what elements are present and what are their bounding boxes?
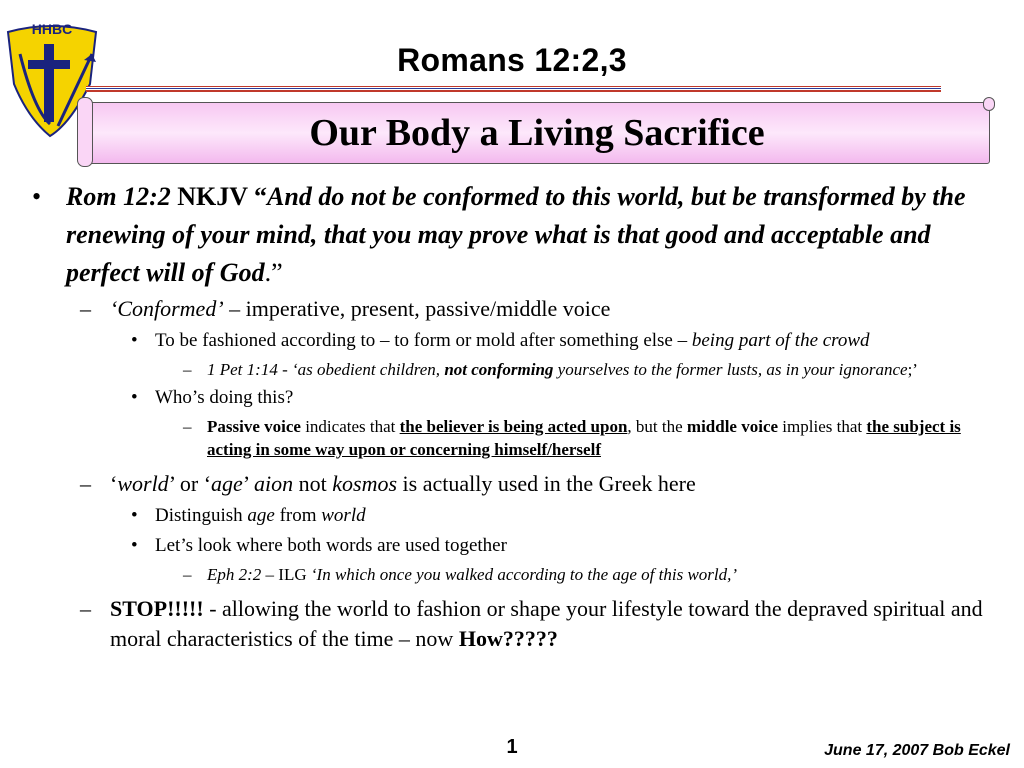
- point-lets-look: • Let’s look where both words are used together: [0, 533, 1024, 559]
- point-voice: – Passive voice indicates that the believer is being acted upon, but the middle voice implies that the subject is acting in some way upon or concerning himself/herself: [183, 417, 961, 459]
- scroll-curl-right: [983, 97, 995, 111]
- dash-marker: –: [183, 360, 192, 379]
- bullet-rom-12-2: • Rom 12:2 NKJV “And do not be conformed to this world, but be transformed by the renewing of your mind, that you may prove what is that good and acceptable and perfect will of God.”: [0, 178, 1024, 292]
- slide-content: [0, 178, 1024, 654]
- bullet-marker: •: [32, 182, 42, 211]
- dash-marker: –: [80, 296, 91, 321]
- scripture-quote: And do not be conformed to this world, but be transformed by the renewing of your mind, that you may prove what is that good and acceptable and perfect will of God: [66, 182, 966, 287]
- point-fashioned: • To be fashioned according to – to form or mold after something else – being part of the crowd: [0, 328, 1024, 354]
- dash-marker: –: [183, 417, 192, 436]
- bullet-marker: •: [131, 535, 138, 556]
- svg-text:HHBC: HHBC: [31, 21, 73, 37]
- subbullet-stop: – STOP!!!!! - allowing the world to fashion or shape your lifestyle toward the depraved spiritual and moral characteristics of the time – now How?????: [80, 596, 983, 651]
- point-whos-doing: • Who’s doing this?: [0, 385, 1024, 411]
- point-1-pet-1-14: – 1 Pet 1:14 - ‘as obedient children, not conforming yourselves to the former lusts, as in your ignorance;’: [183, 360, 918, 379]
- dash-marker: –: [183, 565, 192, 584]
- subbullet-conformed: – ‘Conformed’ – imperative, present, passive/middle voice: [0, 294, 1024, 324]
- dash-marker: –: [80, 471, 91, 496]
- bullet-marker: •: [131, 330, 138, 351]
- dash-marker: –: [80, 596, 91, 621]
- bullet-marker: •: [131, 505, 138, 526]
- header-divider: [86, 86, 941, 92]
- point-eph-2-2: – Eph 2:2 – ILG ‘In which once you walked according to the age of this world,’: [183, 565, 738, 584]
- bullet-marker: •: [131, 387, 138, 408]
- slide-title: Our Body a Living Sacrifice: [309, 112, 765, 154]
- slide-number: 1: [506, 736, 518, 758]
- slide-header-title: Romans 12:2,3: [397, 42, 627, 78]
- title-scroll-banner: [84, 102, 990, 164]
- footer-date-author: June 17, 2007 Bob Eckel: [824, 742, 1010, 759]
- subbullet-world-age: – ‘world’ or ‘age’ aion not kosmos is actually used in the Greek here: [0, 469, 1024, 499]
- point-distinguish: • Distinguish age from world: [0, 503, 1024, 529]
